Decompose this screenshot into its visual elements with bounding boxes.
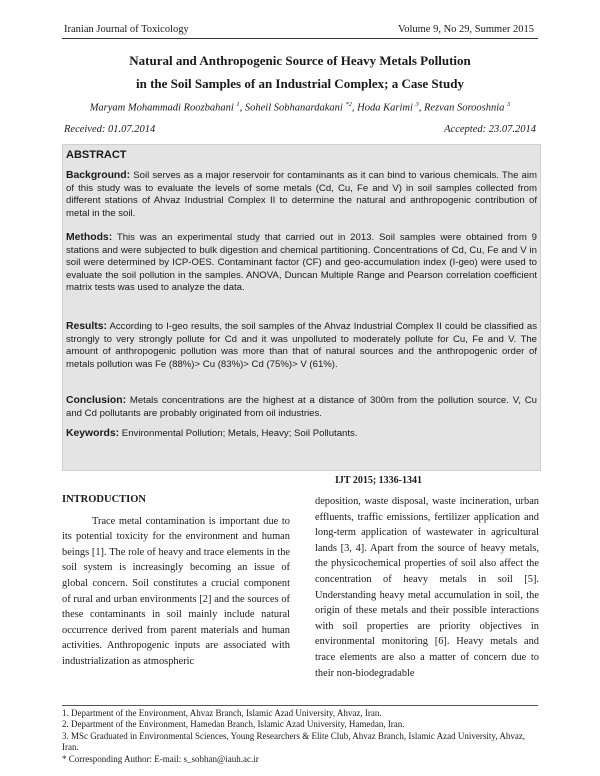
author-affiliation: 3 bbox=[415, 101, 419, 108]
introduction-heading: INTRODUCTION bbox=[62, 494, 147, 505]
abstract-keywords bbox=[66, 428, 537, 441]
author-list: Maryam Mohammadi Roozbahani $^1$, Soheil Sobhanardakani $^{*2}$, Hoda Karimi $^3$, Rezvan Sorooshnia $^3$ bbox=[89, 101, 511, 114]
footnote: 2. Department of the Environment, Hamedan Branch, Islamic Azad University, Hamedan, Iran. bbox=[62, 719, 405, 730]
paper-title-line1: Natural and Anthropogenic Source of Heavy Metals Pollution bbox=[129, 53, 471, 68]
journal-name: Iranian Journal of Toxicology bbox=[64, 24, 189, 35]
paper-title-line2: in the Soil Samples of an Industrial Complex; a Case Study bbox=[136, 76, 464, 91]
methods-label: Methods: bbox=[66, 232, 113, 243]
abstract-background bbox=[66, 170, 537, 220]
right-column bbox=[315, 494, 539, 681]
citation-line: IJT 2015; 1336-1341 bbox=[334, 475, 422, 486]
author-name: Soheil Sobhanardakani bbox=[244, 102, 343, 114]
received-date: Received: 01.07.2014 bbox=[64, 124, 156, 135]
abstract-heading: ABSTRACT bbox=[66, 149, 127, 161]
author-affiliation: 3 bbox=[507, 101, 511, 108]
introduction-paragraph-left: Trace metal contamination is important due to its potential toxicity for the environment and human beings [1]. The role of heavy and trace elements in the soil system is increasingly becoming an issue of global concern. Soil constitutes a crucial component of rural and urban environments [2] and the sources of these contaminants in soil mainly include natural occurrence derived from parent materials and human activities. Anthropogenic inputs are associated with industrialization as atmospheric bbox=[62, 515, 290, 667]
accepted-date: Accepted: 23.07.2014 bbox=[444, 124, 536, 135]
abstract-results bbox=[66, 321, 537, 371]
author-affiliation: 1 bbox=[236, 101, 240, 108]
abstract-box bbox=[62, 144, 541, 471]
keywords-label: Keywords: bbox=[66, 428, 120, 439]
keywords-text: Environmental Pollution; Metals, Heavy; Soil Pollutants. bbox=[121, 428, 358, 439]
footnote: * Corresponding Author: E-mail: s_sobhan@iauh.ac.ir bbox=[62, 753, 259, 764]
background-text: Soil serves as a major reservoir for contaminants as it can bind to various chemicals. The aim of this study was to evaluate the levels of some metals (Cd, Cu, Fe and V) in soil samples collected from different stations of Ahvaz Industrial Complex II to determine the natural and anthropogenic contribution of metal in the soil. bbox=[66, 170, 537, 219]
abstract-conclusion bbox=[66, 395, 537, 420]
footnotes bbox=[62, 708, 538, 765]
author-name: Hoda Karimi bbox=[357, 102, 413, 114]
background-label: Background: bbox=[66, 170, 131, 181]
footnote: 3. MSc Graduated in Environmental Sciences, Young Researchers & Elite Club, Ahvaz Branch, Islamic Azad University, Ahvaz, Iran. bbox=[62, 730, 526, 753]
abstract-methods bbox=[66, 232, 537, 295]
author-name: Maryam Mohammadi Roozbahani bbox=[89, 102, 234, 114]
footnote-divider bbox=[62, 705, 538, 706]
results-label: Results: bbox=[66, 321, 107, 332]
author-name: Rezvan Sorooshnia bbox=[424, 102, 505, 114]
header-divider bbox=[62, 38, 538, 39]
author-affiliation: *2 bbox=[345, 101, 352, 108]
introduction-paragraph-right: deposition, waste disposal, waste incineration, urban effluents, traffic emissions, fertilizer application and long-term application of wastewater in agricultural lands [3, 4]. Apart from the source of heavy metals, the physicochemical properties of soil also affect the concentration of heavy metals in soil [5]. Understanding heavy metal accumulation in soil, the origin of these metals and their possible interactions with soil properties are priority objectives in environmental monitoring [6]. Heavy metals and trace elements are also a matter of concern due to their non-biodegradable bbox=[315, 496, 539, 679]
methods-text: This was an experimental study that carried out in 2013. Soil samples were obtained from 9 stations and were subjected to bulk digestion and chemical partitioning. Concentrations of Cd, Cu, Fe and V in soil were determined by ICP-OES. Contaminant factor (CF) and geo-accumulation index (I-geo) were used to evaluate the soil pollution in the samples. ANOVA, Duncan Multiple Range and Pearson correlation coefficient matrix tests was used to analyze the data. bbox=[66, 232, 537, 293]
conclusion-text: Metals concentrations are the highest at a distance of 300m from the pollution source. V, Cu and Cd pollutants are probably originated from oil industries. bbox=[66, 395, 537, 419]
results-text: According to I-geo results, the soil samples of the Ahvaz Industrial Complex II could be classified as strongly to very strongly pollute for Cd and it was unpolluted to moderately pollute for Cu, Fe and V. The amount of anthropogenic pollution was more than that of natural sources and the anthropogenic order of metals pollution was Fe (88%)> Cu (83%)> Cd (75%)> V (61%). bbox=[66, 321, 537, 370]
volume-info: Volume 9, No 29, Summer 2015 bbox=[397, 24, 534, 35]
left-column bbox=[62, 492, 290, 670]
footnote: 1. Department of the Environment, Ahvaz Branch, Islamic Azad University, Ahvaz, Iran. bbox=[62, 708, 382, 718]
conclusion-label: Conclusion: bbox=[66, 395, 127, 406]
